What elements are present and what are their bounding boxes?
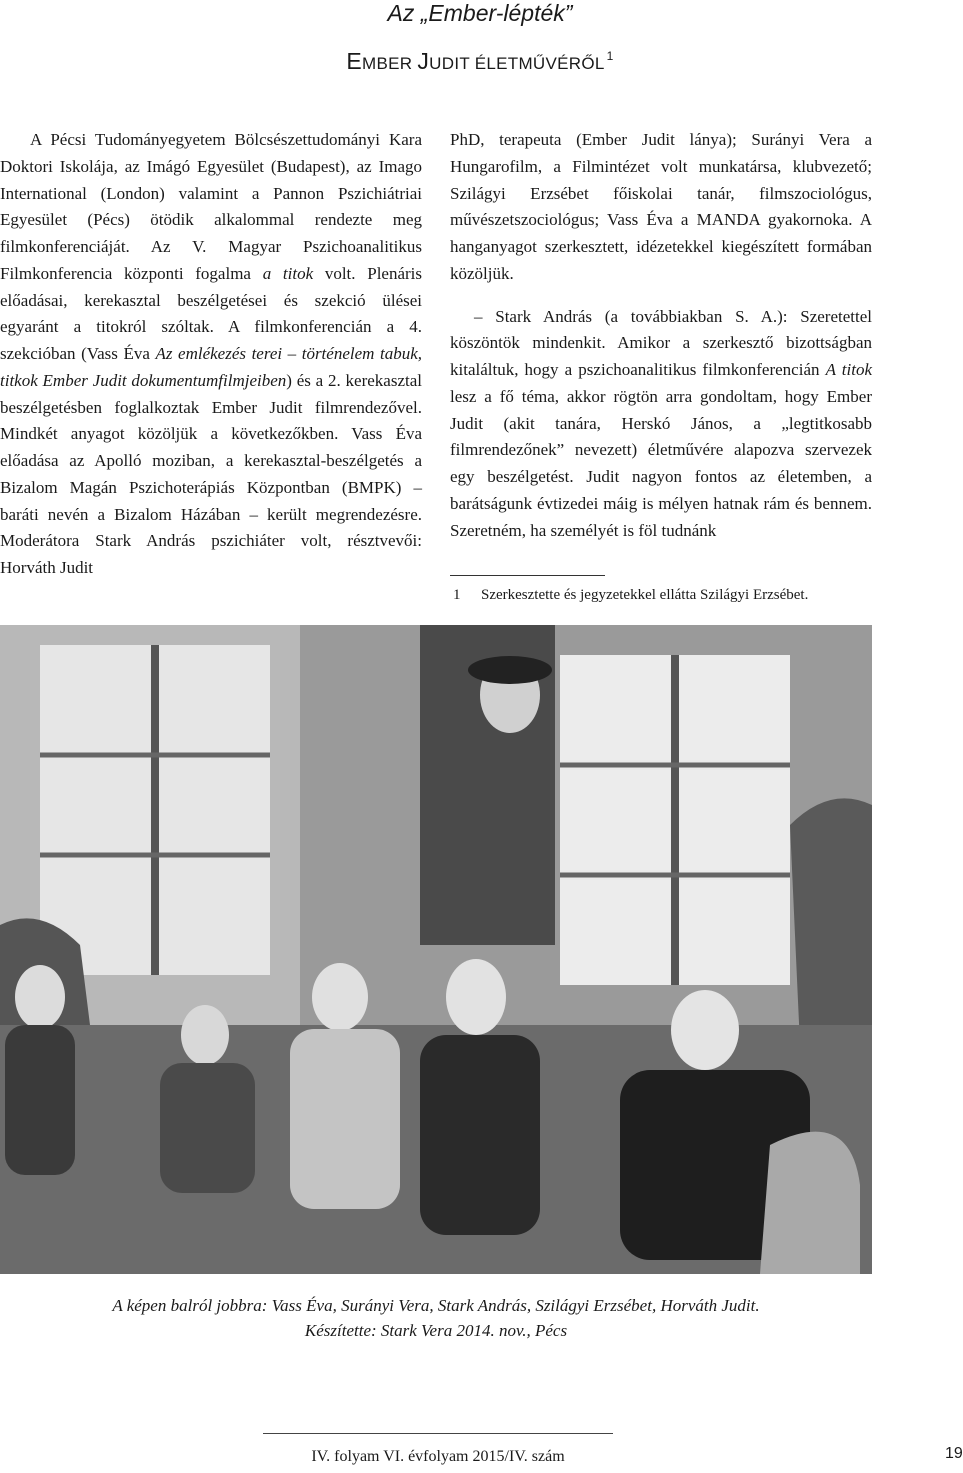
page-number: 19 — [945, 1445, 963, 1462]
left-text-italic: a titok — [262, 263, 314, 283]
left-text-run: volt. Plenáris előadásai, kerekasztal beszélgetései és szekció ülései egyaránt a titokról szóltak. A filmkonferencián a 4. szekcióban (Vass Éva — [0, 263, 423, 363]
left-text-run: ) és a 2. kerekasztal beszélgetésben foglalkoztak Ember Judit filmrendezővel. Mindkét anyagot közöljük a következőkben. Vass Éva előadása az Apolló moziban, a kerekasztal-beszélgetés a Bizalom Magán Pszichoterápiás Központban (BMPK) – baráti nevén a Bizalom Házában – került megrendezésre. Moderátora Stark András pszichiáter volt, résztvevői: Horváth Judit — [0, 370, 422, 577]
title-word-judit: UDIT — [429, 54, 475, 73]
left-text-run: A Pécsi Tudományegyetem Bölcsészettudományi Kara Doktori Iskolája, az Imágó Egyesület (Budapest), az Imago International (London) valamint a Pannon Pszichiátriai Egyesület (Pécs) ötödik alkalommal rendezte meg filmkonferenciáját. Az V. Magyar Pszichoanalitikus Filmkonferencia központi fogalma — [0, 130, 422, 283]
footnote — [453, 585, 893, 605]
left-text-italic: Az emlékezés terei – történelem tabuk, titkok Ember Judit dokumentumfilmjeiben — [0, 344, 423, 390]
running-head: Az „Ember-lépték” — [387, 0, 573, 26]
participants-paragraph: PhD, terapeuta (Ember Judit lánya); Surányi Vera a Hungarofilm, a Filmintézet volt munkatársa, klubvezető; Szilágyi Erzsébet főiskolai tanár, filmszociológus, művészetszociológus; Vass Éva a MANDA gyakornoka. A hanganyagot szerkesztett, idézetekkel kiegészített formában közöljük. — [450, 130, 872, 283]
footer-rule — [263, 1433, 613, 1434]
speech-paragraph — [450, 304, 872, 545]
title-cap-e: E — [346, 48, 363, 74]
caption-line-1: A képen balról jobbra: Vass Éva, Surányi Vera, Stark András, Szilágyi Erzsébet, Horváth Judit. — [112, 1296, 760, 1315]
footnote-text: Szerkesztette és jegyzetekkel ellátta Szilágyi Erzsébet. — [481, 587, 809, 603]
title-cap-j: J — [417, 48, 430, 74]
left-column-text — [0, 127, 422, 582]
speech-text-italic: A titok — [825, 360, 873, 379]
speech-text-run: – Stark András (a továbbiakban S. A.): Szeretettel köszöntök mindenkit. Amikor a szerkesztő bizottságban kitaláltuk, hogy a pszichoanalitikus filmkonferencián — [450, 306, 872, 379]
title-word-ember: MBER — [362, 54, 418, 73]
journal-issue: IV. folyam VI. évfolyam 2015/IV. szám — [311, 1448, 565, 1465]
photo-caption — [0, 1293, 872, 1343]
right-column-text — [450, 127, 872, 544]
group-photo-illustration — [0, 625, 872, 1274]
group-photo — [0, 625, 872, 1274]
footnote-number: 1 — [453, 587, 461, 603]
footnote-rule — [450, 575, 605, 576]
article-title — [0, 48, 960, 75]
speech-text-run: lesz a fő téma, akkor rögtön arra gondoltam, hogy Ember Judit (akit tanára, Herskó János, a „legtitkosabb filmrendezőnek” nevezett) életművére alapozva szervezek egy beszélgetést. Judit nagyon fontos az életemben, a barátságunk évtizedei máig is mélyen hatnak rám és bennem. Szeretném, ha személyét is föl tudnánk — [450, 386, 872, 540]
title-footnote-mark: 1 — [606, 49, 614, 64]
title-word-eletmuverol: ÉLETMŰVÉRŐL — [474, 54, 605, 73]
caption-line-2: Készítette: Stark Vera 2014. nov., Pécs — [304, 1321, 568, 1340]
